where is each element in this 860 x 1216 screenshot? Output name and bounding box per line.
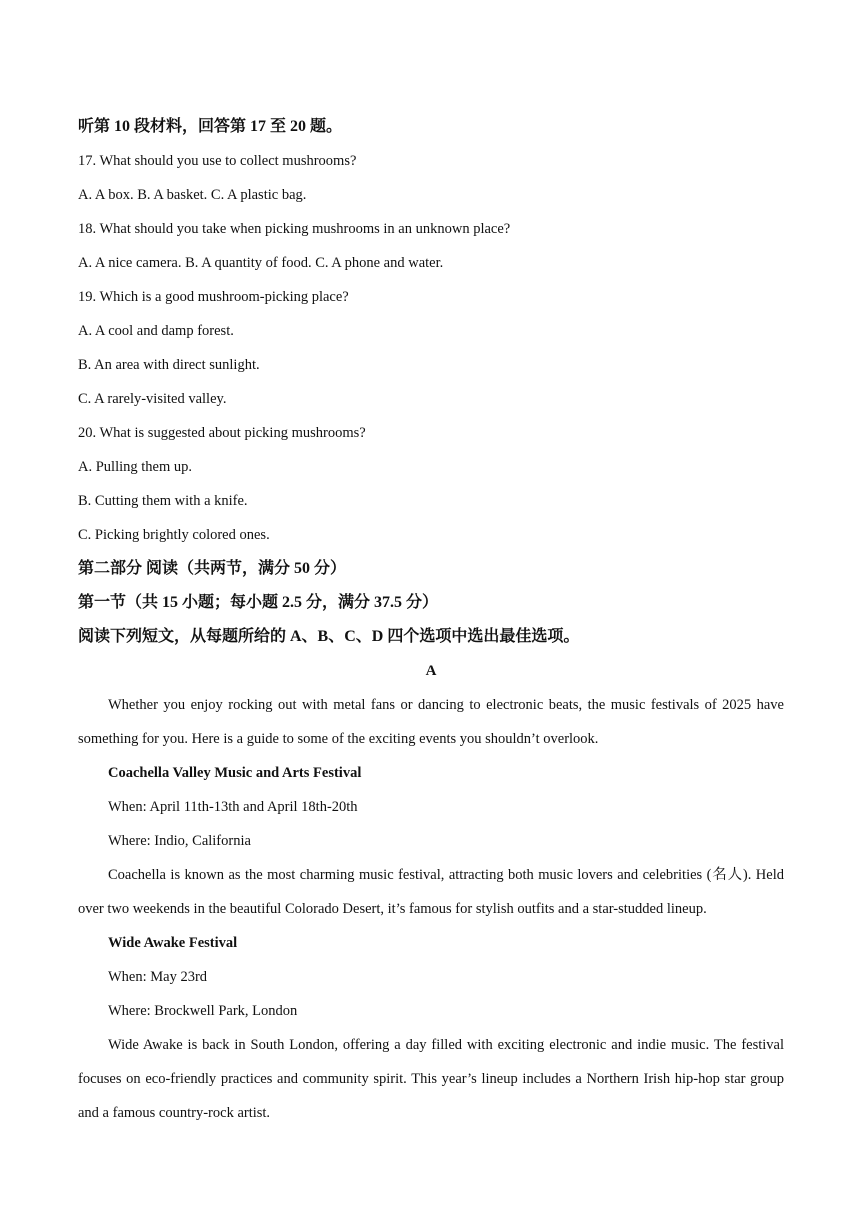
question-19-stem: 19. Which is a good mushroom-picking place? bbox=[78, 289, 349, 305]
reading-instruction: 阅读下列短文，从每题所给的 A、B、C、D 四个选项中选出最佳选项。 bbox=[78, 628, 580, 645]
question-20-option-c: C. Picking brightly colored ones. bbox=[78, 527, 270, 543]
festival-2-description: Wide Awake is back in South London, offering a day filled with exciting electronic and indie music. The festival focuses on eco-friendly practices and community spirit. This year’s lineup includes a Northern Irish hip-hop star group and a famous country-rock artist. bbox=[78, 1037, 784, 1121]
question-17-stem: 17. What should you use to collect mushrooms? bbox=[78, 153, 357, 169]
listening-section-heading: 听第 10 段材料，回答第 17 至 20 题。 bbox=[78, 118, 343, 135]
question-18-stem: 18. What should you take when picking mushrooms in an unknown place? bbox=[78, 221, 511, 237]
passage-intro: Whether you enjoy rocking out with metal fans or dancing to electronic beats, the music festivals of 2025 have something for you. Here is a guide to some of the exciting events you shouldn’t overlook. bbox=[78, 697, 784, 747]
question-19-option-c: C. A rarely-visited valley. bbox=[78, 391, 227, 407]
festival-1-where: Where: Indio, California bbox=[108, 833, 251, 849]
festival-2-where: Where: Brockwell Park, London bbox=[108, 1003, 298, 1019]
question-19-option-b: B. An area with direct sunlight. bbox=[78, 357, 260, 373]
question-19-option-a: A. A cool and damp forest. bbox=[78, 323, 234, 339]
reading-section-heading: 第一节（共 15 小题；每小题 2.5 分，满分 37.5 分） bbox=[78, 594, 439, 611]
festival-2-when: When: May 23rd bbox=[108, 969, 208, 985]
question-18-options: A. A nice camera. B. A quantity of food. C. A phone and water. bbox=[78, 255, 444, 271]
festival-1-name: Coachella Valley Music and Arts Festival bbox=[108, 765, 362, 781]
festival-1-description: Coachella is known as the most charming music festival, attracting both music lovers and celebrities (名人). Held over two weekends in the beautiful Colorado Desert, it’s famous for stylish outfits and a star-studded lineup. bbox=[78, 867, 784, 917]
question-20-option-a: A. Pulling them up. bbox=[78, 459, 192, 475]
festival-1-when: When: April 11th-13th and April 18th-20th bbox=[108, 799, 358, 815]
reading-part-heading: 第二部分 阅读（共两节，满分 50 分） bbox=[78, 560, 347, 577]
festival-2-name: Wide Awake Festival bbox=[108, 935, 238, 951]
document-page bbox=[78, 110, 784, 1130]
question-17-options: A. A box. B. A basket. C. A plastic bag. bbox=[78, 187, 307, 203]
passage-label: A bbox=[425, 663, 437, 679]
question-20-option-b: B. Cutting them with a knife. bbox=[78, 493, 248, 509]
question-20-stem: 20. What is suggested about picking mushrooms? bbox=[78, 425, 366, 441]
